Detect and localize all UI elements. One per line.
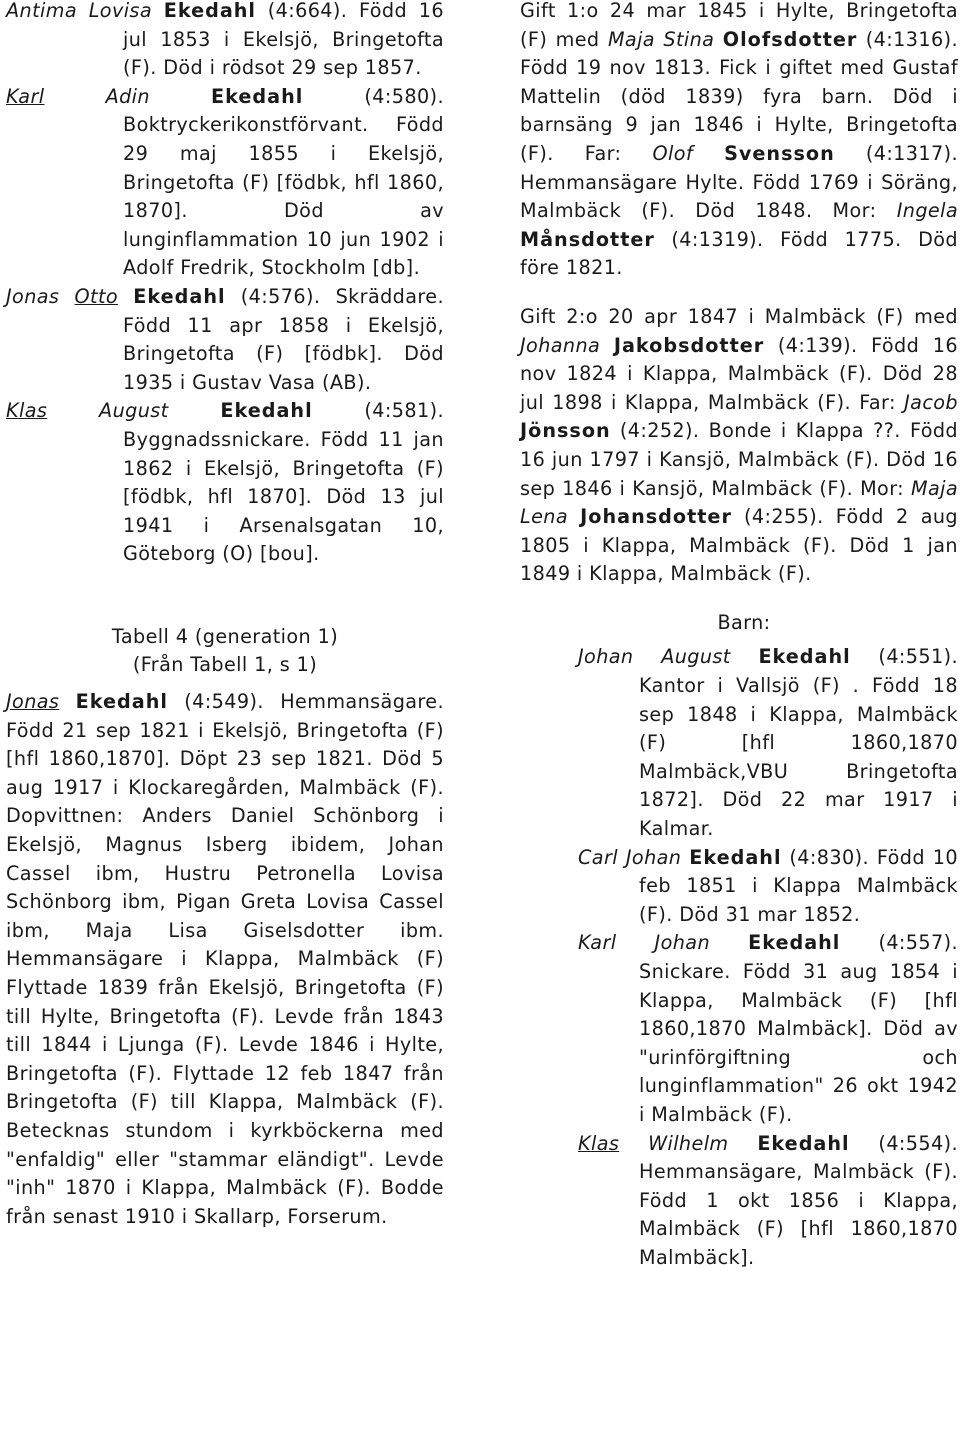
entry-text: (4:1319). Född 1775. Död före 1821. bbox=[520, 227, 958, 280]
entry-text bbox=[714, 28, 722, 51]
entry-text bbox=[693, 142, 724, 165]
child-entry-karl-johan bbox=[520, 929, 958, 1129]
given-name: Ingela bbox=[896, 199, 958, 223]
surname: Ekedahl bbox=[757, 1131, 850, 1155]
entry-text: (4:580). Boktryckerikonstförvant. Född 29 maj 1855 i Ekelsjö, Bringetofta (F) [födbk, hfl 1860, 1870]. Död av lunginflammation 10 jun 1902 i Adolf Fredrik, Stockholm [db]. bbox=[123, 84, 444, 280]
surname: Ekedahl bbox=[748, 931, 841, 955]
entry-text bbox=[729, 1132, 758, 1155]
given-name: Carl bbox=[578, 845, 618, 869]
given-name: Klas bbox=[6, 399, 48, 423]
entry-text: (4:139). Född 16 nov 1824 i Klappa, Malmbäck (F). Död 28 jul 1898 i Klappa, Malmbäck (F). Far: bbox=[520, 333, 958, 414]
given-name: Klas bbox=[578, 1131, 620, 1155]
table-heading: Tabell 4 (generation 1) bbox=[111, 624, 339, 648]
given-name: Karl bbox=[578, 931, 617, 955]
entry-text bbox=[710, 931, 748, 954]
entry-text: (4:554). Hemmansägare, Malmbäck (F). Född 1 okt 1856 i Klappa, Malmbäck (F) [hfl 1860,1870 Malmbäck]. bbox=[639, 1131, 958, 1269]
entry-text bbox=[118, 285, 133, 308]
entry-text bbox=[618, 846, 626, 869]
child-entry-klas-august bbox=[6, 397, 444, 569]
table-reference: (Från Tabell 1, s 1) bbox=[132, 653, 318, 677]
surname: Johansdotter bbox=[580, 505, 732, 529]
entry-text: (4:1316). Född 19 nov 1813. Fick i giftet med Gustaf Mattelin (död 1839) fyra barn. Död i barnsäng 9 jan 1846 i Hylte, Bringetofta (F). Far: bbox=[520, 27, 958, 165]
entry-text bbox=[152, 0, 164, 22]
child-entry-johan-august bbox=[520, 643, 958, 843]
entry-text bbox=[633, 645, 661, 668]
entry-text: Gift 1:o 24 mar 1845 i Hylte, Bringetofta (F) med bbox=[520, 0, 958, 51]
entry-text: (4:830). Född 10 feb 1851 i Klappa Malmbäck (F). Död 31 mar 1852. bbox=[639, 845, 959, 926]
marriage-2-entry bbox=[520, 303, 958, 589]
entry-text: Gift 2:o 20 apr 1847 i Malmbäck (F) med bbox=[520, 304, 958, 328]
main-entry-jonas bbox=[6, 688, 444, 1231]
given-name: Adin bbox=[105, 84, 150, 108]
entry-text bbox=[77, 0, 89, 22]
given-name: August bbox=[661, 645, 731, 669]
given-name: Maja Lena bbox=[520, 476, 958, 529]
child-entry-antima bbox=[6, 0, 444, 83]
entry-text bbox=[169, 399, 221, 422]
given-name: Lovisa bbox=[88, 0, 152, 22]
given-name: August bbox=[99, 399, 169, 423]
given-name: Johan bbox=[654, 931, 711, 955]
entry-text: (4:1317). Hemmansägare Hylte. Född 1769 i Söräng, Malmbäck (F). Död 1848. Mor: bbox=[520, 141, 958, 223]
entry-text bbox=[731, 645, 759, 668]
right-column bbox=[520, 0, 958, 1273]
entry-text bbox=[568, 505, 580, 528]
given-name: Karl bbox=[6, 84, 45, 108]
children-heading: Barn: bbox=[717, 610, 771, 634]
marriage-1-entry bbox=[520, 0, 958, 283]
surname: Ekedahl bbox=[163, 0, 257, 22]
given-name: Johanna bbox=[520, 333, 601, 357]
entry-text bbox=[150, 85, 211, 108]
given-name: Jacob bbox=[904, 390, 958, 414]
surname: Ekedahl bbox=[689, 845, 782, 869]
entry-text: (4:252). Bonde i Klappa ??. Född 16 jun 1797 i Kansjö, Malmbäck (F). Död 16 sep 1846 i Kansjö, Malmbäck (F). Mor: bbox=[520, 419, 958, 500]
surname: Ekedahl bbox=[220, 399, 313, 423]
surname: Ekedahl bbox=[211, 84, 304, 108]
given-name: Olof bbox=[652, 141, 694, 165]
surname: Ekedahl bbox=[758, 645, 851, 669]
given-name: Maja Stina bbox=[607, 27, 715, 51]
left-column bbox=[6, 0, 444, 1231]
given-name: Jonas bbox=[6, 690, 60, 714]
entry-text bbox=[47, 399, 99, 422]
entry-text: (4:576). Skräddare. Född 11 apr 1858 i Ekelsjö, Bringetofta (F) [födbk]. Död 1935 i Gustav Vasa (AB). bbox=[123, 284, 444, 394]
entry-text bbox=[619, 1132, 648, 1155]
surname: Svensson bbox=[724, 141, 835, 165]
given-name: Johan bbox=[578, 645, 634, 669]
entry-text: (4:551). Kantor i Vallsjö (F) . Född 18 sep 1848 i Klappa, Malmbäck (F) [hfl 1860,1870 Malmbäck,VBU Bringetofta 1872]. Död 22 mar 1917 i Kalmar. bbox=[639, 645, 958, 841]
surname: Olofsdotter bbox=[722, 27, 858, 51]
entry-text: (4:557). Snickare. Född 31 aug 1854 i Klappa, Malmbäck (F) [hfl 1860,1870 Malmbäck]. Död av "urinförgiftning och lunginflammation" 26 okt 1942 i Malmbäck (F). bbox=[639, 931, 959, 1126]
given-name: Wilhelm bbox=[648, 1131, 729, 1155]
entry-text bbox=[600, 334, 614, 357]
entry-text: (4:549). Hemmansägare. Född 21 sep 1821 i Ekelsjö, Bringetofta (F) [hfl 1860,1870]. Döpt 23 sep 1821. Död 5 aug 1917 i Klockaregården, Malmbäck (F). Dopvittnen: Anders Daniel Schönborg i Ekelsjö, Magnus Isberg ibidem, Johan Cassel ibm, Hustru Petronella Lovisa Schönborg ibm, Pigan Greta Lovisa Cassel ibm, Maja Lisa Giselsdotter ibm. Hemmansägare i Klappa, Malmbäck (F) Flyttade 1839 från Ekelsjö, Bringetofta (F) till Hylte, Bringetofta (F). Levde från 1843 till 1844 i Ljunga (F). Levde 1846 i Hylte, Bringetofta (F). Flyttade 12 feb 1847 från Bringetofta (F) till Klappa, Malmbäck (F). Betecknas stundom i kyrkböckerna med "enfaldig" eller "stammar eländigt". Levde "inh" 1870 i Klappa, Malmbäck (F). Bodde från senast 1910 i Skallarp, Forserum. bbox=[6, 690, 444, 1228]
surname: Jönsson bbox=[520, 419, 611, 443]
given-name: Johan bbox=[625, 845, 682, 869]
surname: Ekedahl bbox=[133, 284, 226, 308]
surname: Månsdotter bbox=[520, 227, 655, 251]
entry-text bbox=[59, 285, 74, 308]
child-entry-carl-johan bbox=[520, 844, 958, 930]
entry-text: (4:664). Född 16 jul 1853 i Ekelsjö, Bringetofta (F). Död i rödsot 29 sep 1857. bbox=[123, 0, 444, 80]
child-entry-klas-wilhelm bbox=[520, 1130, 958, 1273]
entry-text bbox=[616, 931, 654, 954]
entry-text bbox=[59, 690, 75, 713]
entry-text bbox=[44, 85, 105, 108]
entry-text: (4:581). Byggnadssnickare. Född 11 jan 1862 i Ekelsjö, Bringetofta (F) [födbk, hfl 1870]. Död 13 jul 1941 i Arsenalsgatan 10, Göteborg (O) [bou]. bbox=[123, 399, 444, 566]
given-name: Jonas bbox=[6, 284, 60, 308]
child-entry-jonas-otto bbox=[6, 283, 444, 397]
given-name: Antima bbox=[6, 0, 77, 22]
given-name: Otto bbox=[74, 284, 119, 308]
surname: Ekedahl bbox=[75, 690, 168, 714]
entry-text: (4:255). Född 2 aug 1805 i Klappa, Malmbäck (F). Död 1 jan 1849 i Klappa, Malmbäck (F). bbox=[520, 505, 958, 586]
surname: Jakobsdotter bbox=[613, 333, 765, 357]
child-entry-karl-adin bbox=[6, 83, 444, 283]
